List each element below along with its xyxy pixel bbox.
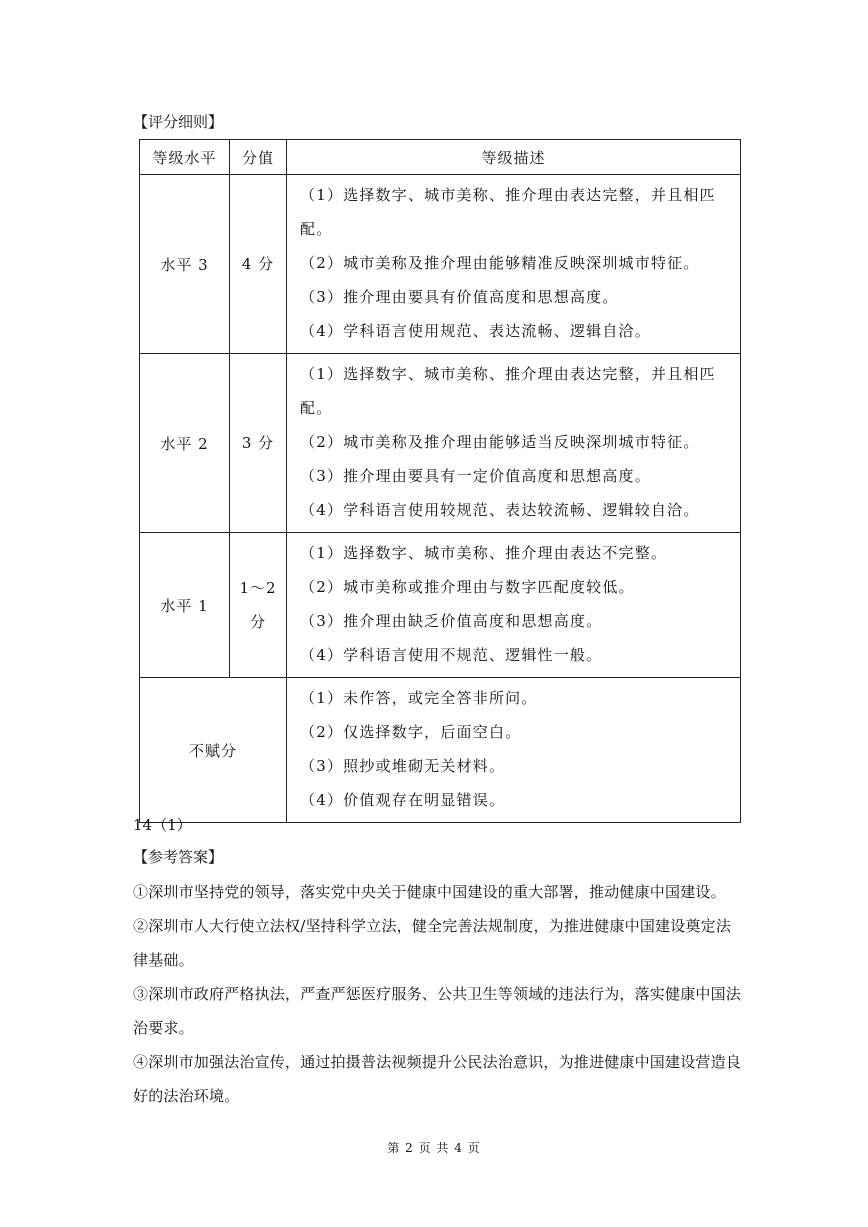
score-cell <box>230 175 287 354</box>
criterion-item: （2）城市美称及推介理由能够精准反映深圳城市特征。 <box>300 254 700 272</box>
criterion-item: （4）学科语言使用规范、表达流畅、逻辑自洽。 <box>300 322 651 340</box>
rubric-row-level-2 <box>140 354 741 533</box>
answer-list <box>133 875 743 1113</box>
criterion-item: （4）学科语言使用较规范、表达较流畅、逻辑较自洽。 <box>300 501 700 519</box>
answer-section <box>133 815 743 1113</box>
page-footer: 第 2 页 共 4 页 <box>387 1141 481 1155</box>
criterion-item: （4）价值观存在明显错误。 <box>300 791 506 809</box>
criterion-item: （3）照抄或堆砌无关材料。 <box>300 757 506 775</box>
level-cell: 水平 2 <box>140 354 230 533</box>
rubric-row-level-3 <box>140 175 741 354</box>
answer-title: 【参考答案】 <box>133 848 224 866</box>
criterion-item: （1）选择数字、城市美称、推介理由表达完整，并且相匹配。 <box>300 365 716 417</box>
criterion-item: （3）推介理由缺乏价值高度和思想高度。 <box>300 612 603 630</box>
criterion-item: （2）仅选择数字，后面空白。 <box>300 723 522 741</box>
score-text: 4 分 <box>241 255 275 273</box>
answer-item: ③深圳市政府严格执法，严查严惩医疗服务、公共卫生等领域的违法行为，落实健康中国法治要求。 <box>133 985 742 1037</box>
score-cell <box>230 533 287 678</box>
description-cell <box>287 354 741 533</box>
question-number: 14（1） <box>133 816 192 834</box>
criterion-item: （2）城市美称及推介理由能够适当反映深圳城市特征。 <box>300 433 700 451</box>
criterion-item: （2）城市美称或推介理由与数字匹配度较低。 <box>300 578 635 596</box>
header-level: 等级水平 <box>140 140 230 175</box>
level-cell: 不赋分 <box>140 678 287 823</box>
level-cell: 水平 3 <box>140 175 230 354</box>
criterion-item: （3）推介理由要具有一定价值高度和思想高度。 <box>300 467 651 485</box>
score-text: 1～2 分 <box>239 579 277 631</box>
answer-item: ②深圳市人大行使立法权/坚持科学立法，健全完善法规制度，为推进健康中国建设奠定法律基础。 <box>133 917 732 969</box>
level-cell: 水平 1 <box>140 533 230 678</box>
score-cell <box>230 354 287 533</box>
score-text: 3 分 <box>241 434 275 452</box>
rubric-section-title: 【评分细则】 <box>133 113 224 131</box>
rubric-row-level-1 <box>140 533 741 678</box>
answer-item: ①深圳市坚持党的领导，落实党中央关于健康中国建设的重大部署，推动健康中国建设。 <box>133 883 726 901</box>
header-description: 等级描述 <box>287 140 741 175</box>
rubric-header-row <box>140 140 741 175</box>
criterion-item: （1）选择数字、城市美称、推介理由表达不完整。 <box>300 544 668 562</box>
rubric-row-no-score <box>140 678 741 823</box>
criterion-item: （4）学科语言使用不规范、逻辑性一般。 <box>300 646 603 664</box>
rubric-table <box>139 139 741 823</box>
answer-item: ④深圳市加强法治宣传，通过拍摄普法视频提升公民法治意识，为推进健康中国建设营造良好的法治环境。 <box>133 1053 742 1105</box>
description-cell <box>287 533 741 678</box>
description-cell <box>287 175 741 354</box>
criterion-item: （3）推介理由要具有价值高度和思想高度。 <box>300 288 619 306</box>
header-score: 分值 <box>230 140 287 175</box>
criterion-item: （1）选择数字、城市美称、推介理由表达完整，并且相匹配。 <box>300 186 716 238</box>
description-cell <box>287 678 741 823</box>
criterion-item: （1）未作答，或完全答非所问。 <box>300 689 538 707</box>
